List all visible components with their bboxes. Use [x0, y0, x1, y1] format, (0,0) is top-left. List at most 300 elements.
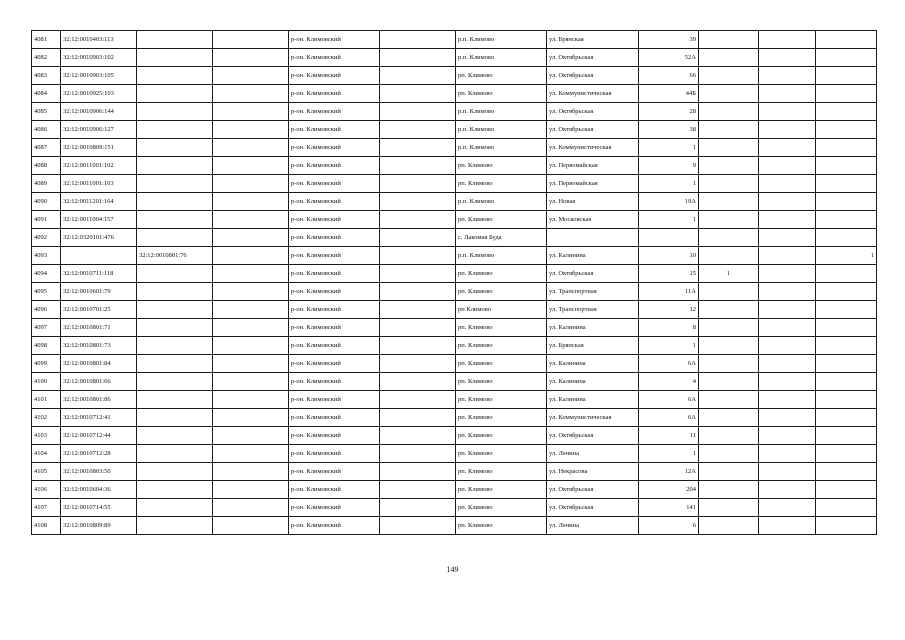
district-cell: р-он. Климовский	[289, 103, 380, 121]
empty-cell	[759, 373, 816, 391]
row-number-cell: 4097	[32, 319, 61, 337]
cadastral-number-cell: 32:12:0011201:164	[61, 193, 137, 211]
empty-cell	[380, 283, 456, 301]
cadastral-number-alt-cell	[137, 121, 213, 139]
street-cell: ул. Калинина	[547, 355, 639, 373]
locality-cell: рп. Климово	[456, 157, 547, 175]
empty-cell	[380, 49, 456, 67]
empty-cell	[380, 337, 456, 355]
street-cell: ул. Транспортная	[547, 301, 639, 319]
table-row	[32, 373, 877, 391]
table-row	[32, 427, 877, 445]
empty-cell	[380, 517, 456, 535]
house-number-cell: 9	[639, 157, 699, 175]
flag-cell	[699, 373, 759, 391]
empty-cell	[380, 229, 456, 247]
cadastral-number-alt-cell	[137, 193, 213, 211]
cadastral-number-cell: 32:12:0010712:44	[61, 427, 137, 445]
house-number-cell: 12	[639, 301, 699, 319]
empty-cell	[759, 355, 816, 373]
empty-cell	[380, 445, 456, 463]
empty-cell	[759, 499, 816, 517]
street-cell: ул. Октябрьская	[547, 121, 639, 139]
empty-cell	[213, 283, 289, 301]
table-row	[32, 301, 877, 319]
street-cell: ул. Транспортная	[547, 283, 639, 301]
district-cell: р-он. Климовский	[289, 157, 380, 175]
flag-cell	[816, 427, 877, 445]
flag-cell	[816, 85, 877, 103]
flag-cell	[816, 301, 877, 319]
empty-cell	[759, 67, 816, 85]
empty-cell	[759, 49, 816, 67]
locality-cell: р.п. Климово	[456, 31, 547, 49]
row-number-cell: 4104	[32, 445, 61, 463]
house-number-cell: 15	[639, 265, 699, 283]
flag-cell	[699, 121, 759, 139]
empty-cell	[759, 157, 816, 175]
district-cell: р-он. Климовский	[289, 319, 380, 337]
cadastral-number-alt-cell	[137, 391, 213, 409]
empty-cell	[213, 139, 289, 157]
row-number-cell: 4102	[32, 409, 61, 427]
district-cell: р-он. Климовский	[289, 391, 380, 409]
cadastral-number-cell: 32:12:0010903:102	[61, 49, 137, 67]
flag-cell	[699, 157, 759, 175]
house-number-cell: 1	[639, 139, 699, 157]
flag-cell	[699, 193, 759, 211]
table-row	[32, 211, 877, 229]
flag-cell	[816, 193, 877, 211]
street-cell: ул. Брянская	[547, 337, 639, 355]
district-cell: р-он. Климовский	[289, 409, 380, 427]
empty-cell	[213, 121, 289, 139]
registry-table	[31, 30, 877, 535]
cadastral-number-cell: 32:12:0010903:105	[61, 67, 137, 85]
empty-cell	[213, 175, 289, 193]
empty-cell	[759, 463, 816, 481]
flag-cell	[699, 499, 759, 517]
district-cell: р-он. Климовский	[289, 211, 380, 229]
district-cell: р-он. Климовский	[289, 463, 380, 481]
empty-cell	[759, 139, 816, 157]
house-number-cell: 6	[639, 517, 699, 535]
flag-cell	[699, 283, 759, 301]
row-number-cell: 4082	[32, 49, 61, 67]
empty-cell	[759, 319, 816, 337]
cadastral-number-alt-cell	[137, 409, 213, 427]
empty-cell	[213, 31, 289, 49]
flag-cell	[816, 463, 877, 481]
table-row	[32, 175, 877, 193]
empty-cell	[213, 193, 289, 211]
cadastral-number-cell: 32:12:0010604:36	[61, 481, 137, 499]
row-number-cell: 4089	[32, 175, 61, 193]
cadastral-number-alt-cell	[137, 103, 213, 121]
house-number-cell: 19А	[639, 193, 699, 211]
row-number-cell: 4096	[32, 301, 61, 319]
flag-cell	[816, 67, 877, 85]
table-row	[32, 445, 877, 463]
cadastral-number-cell: 32:12:0010712:28	[61, 445, 137, 463]
table-row	[32, 355, 877, 373]
locality-cell: рп. Климово	[456, 391, 547, 409]
flag-cell	[816, 211, 877, 229]
house-number-cell: 66	[639, 67, 699, 85]
flag-cell	[816, 157, 877, 175]
empty-cell	[759, 193, 816, 211]
house-number-cell: 1	[639, 445, 699, 463]
row-number-cell: 4085	[32, 103, 61, 121]
street-cell: ул. Коммунистическая	[547, 85, 639, 103]
empty-cell	[213, 157, 289, 175]
empty-cell	[759, 517, 816, 535]
flag-cell	[699, 463, 759, 481]
empty-cell	[380, 85, 456, 103]
district-cell: р-он. Климовский	[289, 121, 380, 139]
street-cell: ул. Калинина	[547, 319, 639, 337]
empty-cell	[213, 301, 289, 319]
empty-cell	[380, 409, 456, 427]
row-number-cell: 4099	[32, 355, 61, 373]
house-number-cell: 11	[639, 427, 699, 445]
table-row	[32, 517, 877, 535]
empty-cell	[759, 85, 816, 103]
locality-cell: р.п. Климово	[456, 103, 547, 121]
flag-cell	[816, 229, 877, 247]
cadastral-number-cell: 32:12:0010809:151	[61, 139, 137, 157]
locality-cell: рп. Климово	[456, 85, 547, 103]
cadastral-number-cell: 32:12:0010714:55	[61, 499, 137, 517]
street-cell: ул. Новая	[547, 193, 639, 211]
locality-cell: рп. Климово	[456, 445, 547, 463]
empty-cell	[380, 463, 456, 481]
flag-cell	[816, 319, 877, 337]
locality-cell: рп. Климово	[456, 337, 547, 355]
house-number-cell: 12А	[639, 463, 699, 481]
empty-cell	[759, 301, 816, 319]
locality-cell: рп. Климово	[456, 355, 547, 373]
cadastral-number-alt-cell	[137, 283, 213, 301]
empty-cell	[213, 85, 289, 103]
district-cell: р-он. Климовский	[289, 85, 380, 103]
empty-cell	[759, 391, 816, 409]
flag-cell	[816, 391, 877, 409]
flag-cell	[699, 49, 759, 67]
cadastral-number-cell: 32:12:0011004:157	[61, 211, 137, 229]
empty-cell	[759, 337, 816, 355]
row-number-cell: 4107	[32, 499, 61, 517]
street-cell: ул. Первомайская	[547, 157, 639, 175]
row-number-cell: 4083	[32, 67, 61, 85]
table-row	[32, 229, 877, 247]
flag-cell	[816, 31, 877, 49]
locality-cell: р.п. Климово	[456, 121, 547, 139]
empty-cell	[213, 409, 289, 427]
cadastral-number-alt-cell	[137, 355, 213, 373]
empty-cell	[380, 481, 456, 499]
row-number-cell: 4098	[32, 337, 61, 355]
table-row	[32, 409, 877, 427]
empty-cell	[759, 481, 816, 499]
cadastral-number-alt-cell	[137, 85, 213, 103]
flag-cell	[699, 67, 759, 85]
house-number-cell: 10	[639, 247, 699, 265]
district-cell: р-он. Климовский	[289, 229, 380, 247]
flag-cell	[699, 31, 759, 49]
table-body	[32, 31, 877, 535]
flag-cell	[816, 337, 877, 355]
district-cell: р-он. Климовский	[289, 265, 380, 283]
row-number-cell: 4087	[32, 139, 61, 157]
cadastral-number-cell: 32:12:0010801:84	[61, 355, 137, 373]
cadastral-number-alt-cell	[137, 427, 213, 445]
empty-cell	[759, 31, 816, 49]
house-number-cell: 44Б	[639, 85, 699, 103]
street-cell: ул. Калинина	[547, 391, 639, 409]
cadastral-number-cell: 32:12:0010925:103	[61, 85, 137, 103]
flag-cell	[699, 409, 759, 427]
house-number-cell: 6А	[639, 409, 699, 427]
district-cell: р-он. Климовский	[289, 499, 380, 517]
flag-cell	[699, 319, 759, 337]
table-row	[32, 265, 877, 283]
flag-cell: 1	[699, 265, 759, 283]
cadastral-number-cell: 32:12:0010801:66	[61, 373, 137, 391]
table-row	[32, 337, 877, 355]
cadastral-number-cell: 32:12:0010712:41	[61, 409, 137, 427]
flag-cell	[816, 121, 877, 139]
row-number-cell: 4090	[32, 193, 61, 211]
flag-cell	[699, 391, 759, 409]
empty-cell	[380, 319, 456, 337]
cadastral-number-alt-cell	[137, 445, 213, 463]
empty-cell	[380, 211, 456, 229]
house-number-cell: 4	[639, 373, 699, 391]
row-number-cell: 4081	[32, 31, 61, 49]
empty-cell	[759, 175, 816, 193]
table-row	[32, 463, 877, 481]
house-number-cell: 39	[639, 31, 699, 49]
table-row	[32, 103, 877, 121]
row-number-cell: 4095	[32, 283, 61, 301]
empty-cell	[213, 319, 289, 337]
flag-cell	[699, 355, 759, 373]
street-cell: ул. Октябрьская	[547, 481, 639, 499]
flag-cell	[699, 337, 759, 355]
street-cell: ул. Некрасова	[547, 463, 639, 481]
house-number-cell: 6А	[639, 391, 699, 409]
district-cell: р-он. Климовский	[289, 193, 380, 211]
flag-cell	[816, 103, 877, 121]
empty-cell	[213, 103, 289, 121]
flag-cell	[816, 265, 877, 283]
empty-cell	[213, 463, 289, 481]
row-number-cell: 4084	[32, 85, 61, 103]
flag-cell	[699, 229, 759, 247]
row-number-cell: 4093	[32, 247, 61, 265]
flag-cell	[699, 139, 759, 157]
street-cell: ул. Ленина	[547, 445, 639, 463]
cadastral-number-cell: 32:12:0010711:118	[61, 265, 137, 283]
locality-cell: р.п. Климово	[456, 139, 547, 157]
table-row	[32, 67, 877, 85]
row-number-cell: 4103	[32, 427, 61, 445]
table-row	[32, 85, 877, 103]
locality-cell: р.п. Климово	[456, 247, 547, 265]
locality-cell: рп. Климово	[456, 373, 547, 391]
row-number-cell: 4092	[32, 229, 61, 247]
empty-cell	[213, 355, 289, 373]
empty-cell	[213, 265, 289, 283]
house-number-cell: 141	[639, 499, 699, 517]
empty-cell	[380, 265, 456, 283]
empty-cell	[213, 229, 289, 247]
empty-cell	[380, 391, 456, 409]
cadastral-number-alt-cell	[137, 517, 213, 535]
empty-cell	[213, 49, 289, 67]
empty-cell	[759, 121, 816, 139]
cadastral-number-alt-cell	[137, 31, 213, 49]
district-cell: р-он. Климовский	[289, 301, 380, 319]
flag-cell	[699, 445, 759, 463]
flag-cell	[816, 445, 877, 463]
flag-cell	[816, 517, 877, 535]
house-number-cell: 28	[639, 103, 699, 121]
empty-cell	[380, 193, 456, 211]
empty-cell	[213, 247, 289, 265]
cadastral-number-alt-cell	[137, 373, 213, 391]
table-row	[32, 193, 877, 211]
flag-cell	[816, 49, 877, 67]
flag-cell	[699, 481, 759, 499]
empty-cell	[380, 139, 456, 157]
row-number-cell: 4105	[32, 463, 61, 481]
house-number-cell	[639, 229, 699, 247]
district-cell: р-он. Климовский	[289, 427, 380, 445]
flag-cell	[699, 247, 759, 265]
house-number-cell: 52А	[639, 49, 699, 67]
flag-cell	[699, 427, 759, 445]
cadastral-number-alt-cell	[137, 319, 213, 337]
house-number-cell: 1	[639, 337, 699, 355]
empty-cell	[380, 499, 456, 517]
table-row	[32, 157, 877, 175]
locality-cell: рп. Климово	[456, 175, 547, 193]
district-cell: р-он. Климовский	[289, 337, 380, 355]
table-row	[32, 319, 877, 337]
empty-cell	[213, 337, 289, 355]
row-number-cell: 4091	[32, 211, 61, 229]
cadastral-number-alt-cell	[137, 49, 213, 67]
house-number-cell: 6А	[639, 355, 699, 373]
empty-cell	[213, 427, 289, 445]
cadastral-number-cell: 32:12:0010801:86	[61, 391, 137, 409]
row-number-cell: 4088	[32, 157, 61, 175]
cadastral-number-alt-cell	[137, 175, 213, 193]
flag-cell: 1	[816, 247, 877, 265]
cadastral-number-alt-cell: 32:12:0010801:76	[137, 247, 213, 265]
empty-cell	[759, 445, 816, 463]
row-number-cell: 4106	[32, 481, 61, 499]
flag-cell	[816, 409, 877, 427]
street-cell: ул. Московская	[547, 211, 639, 229]
empty-cell	[213, 517, 289, 535]
locality-cell: р.п. Климово	[456, 193, 547, 211]
locality-cell: рп. Климово	[456, 409, 547, 427]
house-number-cell: 204	[639, 481, 699, 499]
street-cell: ул. Октябрьская	[547, 427, 639, 445]
district-cell: р-он. Климовский	[289, 517, 380, 535]
district-cell: р-он. Климовский	[289, 355, 380, 373]
locality-cell: с. Лакомая Буда	[456, 229, 547, 247]
district-cell: р-он. Климовский	[289, 445, 380, 463]
street-cell: ул. Октябрьская	[547, 265, 639, 283]
empty-cell	[213, 211, 289, 229]
table-row	[32, 391, 877, 409]
empty-cell	[380, 373, 456, 391]
district-cell: р-он. Климовский	[289, 373, 380, 391]
cadastral-number-alt-cell	[137, 301, 213, 319]
cadastral-number-alt-cell	[137, 499, 213, 517]
locality-cell: рп. Климово	[456, 427, 547, 445]
cadastral-number-alt-cell	[137, 67, 213, 85]
street-cell: ул. Калинина	[547, 247, 639, 265]
street-cell: ул. Коммунистическая	[547, 409, 639, 427]
flag-cell	[816, 481, 877, 499]
table-row	[32, 481, 877, 499]
empty-cell	[380, 31, 456, 49]
street-cell	[547, 229, 639, 247]
street-cell: ул. Ленина	[547, 517, 639, 535]
district-cell: р-он. Климовский	[289, 139, 380, 157]
empty-cell	[380, 175, 456, 193]
flag-cell	[699, 211, 759, 229]
empty-cell	[759, 283, 816, 301]
row-number-cell: 4108	[32, 517, 61, 535]
locality-cell: рп. Климово	[456, 283, 547, 301]
empty-cell	[759, 211, 816, 229]
empty-cell	[759, 103, 816, 121]
cadastral-number-cell	[61, 247, 137, 265]
street-cell: ул. Первомайская	[547, 175, 639, 193]
cadastral-number-alt-cell	[137, 139, 213, 157]
house-number-cell: 38	[639, 121, 699, 139]
empty-cell	[380, 121, 456, 139]
empty-cell	[759, 265, 816, 283]
cadastral-number-cell: 32:12:0010403:113	[61, 31, 137, 49]
flag-cell	[816, 139, 877, 157]
table-row	[32, 283, 877, 301]
cadastral-number-cell: 32:12:0010701:25	[61, 301, 137, 319]
house-number-cell: 1	[639, 175, 699, 193]
locality-cell: рп. Климово	[456, 319, 547, 337]
empty-cell	[213, 373, 289, 391]
flag-cell	[699, 517, 759, 535]
street-cell: ул. Октябрьская	[547, 499, 639, 517]
street-cell: ул. Октябрьская	[547, 49, 639, 67]
cadastral-number-cell: 32:12:0010906:127	[61, 121, 137, 139]
locality-cell: рп Климово	[456, 301, 547, 319]
locality-cell: рп. Климово	[456, 265, 547, 283]
flag-cell	[816, 355, 877, 373]
cadastral-number-alt-cell	[137, 337, 213, 355]
locality-cell: рп. Климово	[456, 517, 547, 535]
row-number-cell: 4101	[32, 391, 61, 409]
street-cell: ул. Октябрьская	[547, 103, 639, 121]
district-cell: р-он. Климовский	[289, 283, 380, 301]
district-cell: р-он. Климовский	[289, 49, 380, 67]
